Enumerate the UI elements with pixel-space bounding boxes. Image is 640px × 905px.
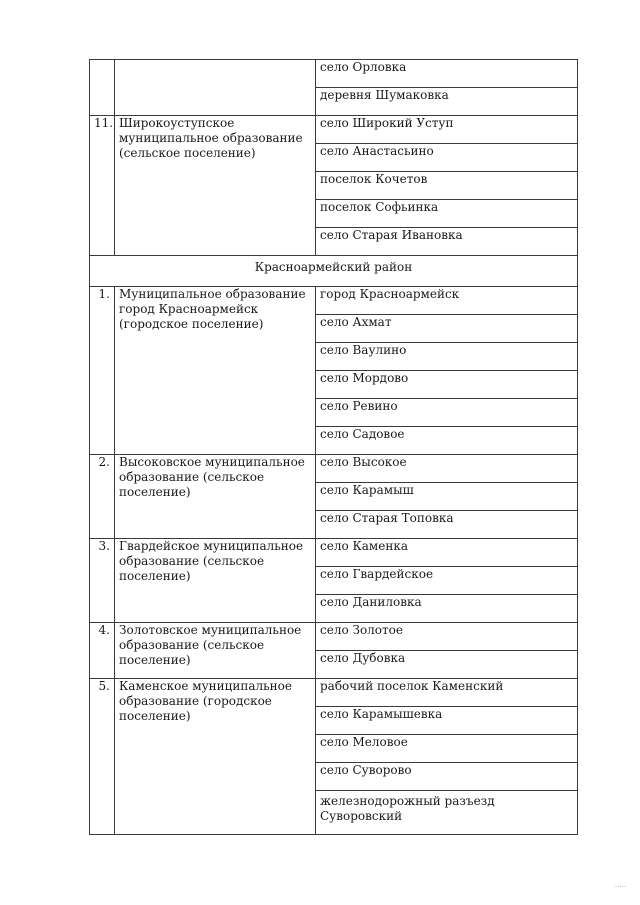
settlement-cell: село Золотое (316, 623, 578, 651)
settlement-cell: село Старая Ивановка (316, 228, 578, 256)
table-row (90, 679, 578, 707)
settlement-cell: село Широкий Уступ (316, 116, 578, 144)
table-row (90, 60, 578, 88)
settlement-cell: село Старая Топовка (316, 511, 578, 539)
settlement-cell: село Ревино (316, 399, 578, 427)
table-row (90, 539, 578, 567)
settlement-cell: село Садовое (316, 427, 578, 455)
settlement-cell: село Анастасьино (316, 144, 578, 172)
row-number: 1. (90, 287, 115, 455)
municipality-name: Широкоуступское муниципальное образование (сельское поселение) (115, 116, 316, 256)
settlement-cell: поселок Кочетов (316, 172, 578, 200)
municipality-name: Каменское муниципальное образование (городское поселение) (115, 679, 316, 835)
table-row (90, 623, 578, 651)
row-number-empty (90, 60, 115, 116)
scan-corner-mark: ····· (614, 883, 626, 891)
settlement-cell: поселок Софьинка (316, 200, 578, 228)
settlement-cell: город Красноармейск (316, 287, 578, 315)
settlement-cell: железнодорожный разъезд Суворовский (316, 791, 578, 835)
settlement-cell: село Карамыш (316, 483, 578, 511)
municipality-name-empty (115, 60, 316, 116)
settlement-cell: село Ахмат (316, 315, 578, 343)
settlement-cell: деревня Шумаковка (316, 88, 578, 116)
row-number: 3. (90, 539, 115, 623)
table-row (90, 455, 578, 483)
row-number: 5. (90, 679, 115, 835)
table-row (90, 116, 578, 144)
settlement-cell: село Даниловка (316, 595, 578, 623)
settlement-cell: село Ваулино (316, 343, 578, 371)
municipality-name: Высоковское муниципальное образование (сельское поселение) (115, 455, 316, 539)
table-row (90, 287, 578, 315)
settlement-cell: село Дубовка (316, 651, 578, 679)
municipality-name: Гвардейское муниципальное образование (сельское поселение) (115, 539, 316, 623)
row-number: 4. (90, 623, 115, 679)
settlement-cell: село Меловое (316, 735, 578, 763)
settlement-cell: село Высокое (316, 455, 578, 483)
settlement-cell: село Суворово (316, 763, 578, 791)
settlement-cell: рабочий поселок Каменский (316, 679, 578, 707)
settlements-table (89, 59, 578, 835)
region-heading: Красноармейский район (90, 256, 578, 287)
region-row (90, 256, 578, 287)
settlement-cell: село Мордово (316, 371, 578, 399)
row-number: 11. (90, 116, 115, 256)
municipality-name: Муниципальное образование город Красноармейск (городское поселение) (115, 287, 316, 455)
settlement-cell: село Гвардейское (316, 567, 578, 595)
settlement-cell: село Каменка (316, 539, 578, 567)
settlement-cell: село Орловка (316, 60, 578, 88)
row-number: 2. (90, 455, 115, 539)
municipality-name: Золотовское муниципальное образование (сельское поселение) (115, 623, 316, 679)
settlement-cell: село Карамышевка (316, 707, 578, 735)
